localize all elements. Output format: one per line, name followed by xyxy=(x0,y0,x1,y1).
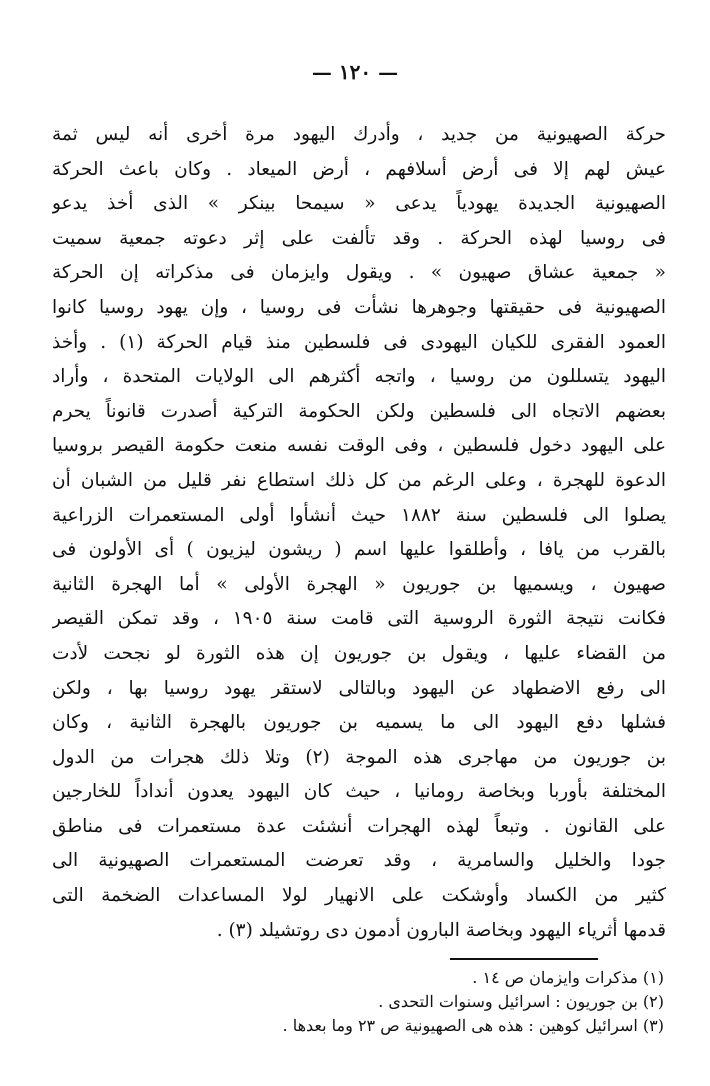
body-line: الدعوة للهجرة ، وعلى الرغم من كل ذلك استطاع نفر قليل من الشبان أن xyxy=(52,469,666,491)
body-line: جودا والخليل والسامرية ، وقد تعرضت المستعمرات الصهيونية الى xyxy=(52,850,666,872)
body-line: الصهيونية فى حقيقتها وجوهرها نشأت فى روسيا ، وإن يهود روسيا كانوا xyxy=(52,296,666,318)
body-line: من القضاء عليها ، ويقول بن جوريون إن هذه الثورة لو نجحت لأدت xyxy=(52,642,666,664)
body-line: حركة الصهيونية من جديد ، وأدرك اليهود مرة أخرى أنه ليس ثمة xyxy=(52,124,666,145)
footnote-item: (١) مذكرات وايزمان ص ١٤ . xyxy=(472,968,664,987)
body-line: كثير من الكساد وأوشكت على الانهيار لولا المساعدات الضخمة التى xyxy=(52,885,666,907)
body-line: عيش لهم إلا فى أرض أسلافهم ، أرض الميعاد . وكان باعث الحركة xyxy=(52,158,666,180)
body-text xyxy=(52,118,666,948)
body-line: بالقرب من يافا ، وأطلقوا عليها اسم ( ريشون ليزيون ) أى الأولون فى xyxy=(52,539,666,561)
body-line: العمود الفقرى للكيان اليهودى فى فلسطين منذ قيام الحركة (١) . وأخذ xyxy=(52,331,666,353)
page-number: — ١٢٠ — xyxy=(311,60,399,84)
body-line: يصلوا الى فلسطين سنة ١٨٨٢ حيث أنشأوا أولى المستعمرات الزراعية xyxy=(52,504,666,526)
body-line: اليهود يتسللون من روسيا ، واتجه أكثرهم الى الولايات المتحدة ، وأراد xyxy=(52,366,666,388)
footnote-item: (٣) اسرائيل كوهين : هذه هى الصهيونية ص ٢٣ وما بعدها . xyxy=(282,1016,664,1035)
body-line: بن جوريون من مهاجرى هذه الموجة (٢) وتلا ذلك هجرات من الدول xyxy=(52,746,666,768)
body-line: فكانت نتيجة الثورة الروسية التى قامت سنة ١٩٠٥ ، وقد تمكن القيصر xyxy=(52,608,666,630)
body-line: المختلفة بأوربا وبخاصة رومانيا ، حيث كان اليهود يعدون أنداداً للخارجين xyxy=(52,781,666,803)
body-line: الى رفع الاضطهاد عن اليهود وبالتالى لاستقر يهود روسيا بها ، ولكن xyxy=(52,677,666,699)
footnote-divider xyxy=(450,958,598,960)
body-line: على القانون . وتبعاً لهذه الهجرات أنشئت عدة مستعمرات فى مناطق xyxy=(52,815,666,837)
footnotes xyxy=(60,966,664,1038)
body-line: الصهيونية الجديدة يهودياً يدعى « سيمحا بينكر » الذى أخذ يدعو xyxy=(52,193,666,215)
body-line: « جمعية عشاق صهيون » . ويقول وايزمان فى مذكراته إن الحركة xyxy=(52,262,666,284)
body-line: بعضهم الاتجاه الى فلسطين ولكن الحكومة التركية أصدرت قانوناً يحرم xyxy=(52,400,666,422)
body-line: فى روسيا لهذه الحركة . وقد تألفت على إثر دعوته جمعية سميت xyxy=(52,227,666,249)
footnote-item: (٢) بن جوريون : اسرائيل وسنوات التحدى . xyxy=(378,992,664,1011)
body-line: قدمها أثرياء اليهود وبخاصة البارون أدمون دى روتشيلد (٣) . xyxy=(216,919,666,941)
body-line: صهيون ، ويسميها بن جوريون « الهجرة الأولى » أما الهجرة الثانية xyxy=(52,573,666,595)
body-line: فشلها دفع اليهود الى ما يسميه بن جوريون بالهجرة الثانية ، وكان xyxy=(52,712,666,734)
body-line: على اليهود دخول فلسطين ، وفى الوقت نفسه منعت حكومة القيصر بروسيا xyxy=(52,435,666,457)
